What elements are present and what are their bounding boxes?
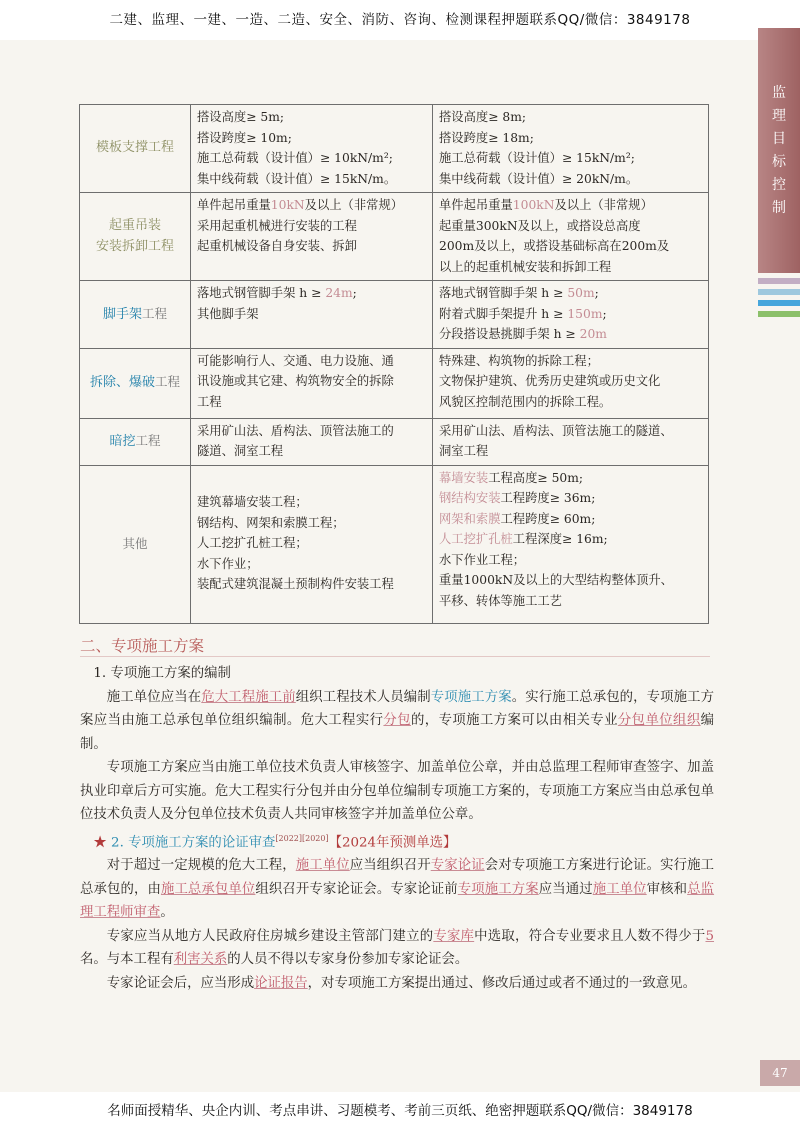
expert-threshold-cell: [433, 465, 709, 623]
cell-line: 落地式钢管脚手架 h ≥ 24m;: [197, 286, 357, 300]
stripe: [758, 311, 800, 317]
expert-threshold-cell: [433, 105, 709, 193]
cell-line: 搭设高度≥ 8m;: [439, 110, 527, 124]
cell-line: 采用起重机械进行安装的工程: [197, 218, 357, 233]
subsection-heading: ★ 2. 专项施工方案的论证审查[2022][2020]【2024年预测单选】: [93, 833, 457, 850]
paragraph: 专家应当从地方人民政府住房城乡建设主管部门建立的专家库中选取，符合专业要求且人数不得少于5名。与本工程有利害关系的人员不得以专家身份参加专家论证会。: [80, 928, 715, 968]
category-cell: 拆除、爆破工程: [80, 348, 191, 418]
cell-line: 水下作业；: [197, 556, 259, 571]
cell-line: 洞室工程: [439, 444, 489, 458]
stripe: [758, 289, 800, 295]
cell-line: 装配式建筑混凝土预制构件安装工程: [197, 577, 394, 592]
cell-line: 文物保护建筑、优秀历史建筑或历史文化: [439, 374, 661, 388]
paragraph: 专家论证会后，应当形成论证报告，对专项施工方案提出通过、修改后通过或者不通过的一致意见。: [106, 975, 696, 991]
cell-line: 建筑幕墙安装工程；: [197, 495, 308, 510]
footer-banner: 名师面授精华、央企内训、考点串讲、习题模考、考前三页纸、绝密押题联系QQ/微信：3849178: [0, 1092, 800, 1131]
star-icon: ★: [93, 834, 107, 850]
cell-line: 可能影响行人、交通、电力设施、通: [197, 353, 394, 368]
cell-line: 集中线荷载（设计值）≥ 15kN/m。: [197, 171, 397, 186]
header-banner: 二建、监理、一建、一造、二造、安全、消防、咨询、检测课程押题联系QQ/微信：3849178: [0, 0, 800, 40]
threshold-cell: [191, 105, 433, 193]
cell-line: 施工总荷载（设计值）≥ 10kN/m²;: [197, 151, 393, 165]
table-row: [80, 105, 709, 193]
table-row: [80, 418, 709, 465]
section-body: [80, 662, 714, 995]
cell-line: 人工挖扩孔桩工程；: [197, 536, 308, 551]
stripe: [758, 300, 800, 306]
cell-line: 搭设跨度≥ 10m;: [197, 130, 292, 145]
cell-line: 单件起吊重量10kN及以上（非常规）: [197, 198, 404, 212]
stripe: [758, 278, 800, 284]
side-tab-char: 监: [772, 85, 786, 101]
category-cell: 其他: [80, 465, 191, 623]
cell-line: 以上的起重机械安装和拆卸工程: [439, 259, 612, 274]
cell-line: 起重机械设备自身安装、拆卸: [197, 239, 357, 253]
cell-line: 起重吊装: [108, 218, 161, 233]
paragraph: 施工单位应当在危大工程施工前组织工程技术人员编制专项施工方案。实行施工总承包的，专项施工方案应当由施工总承包单位组织编制。危大工程实行分包的，专项施工方案可以由相关专业分包单位组织编制。: [80, 689, 715, 752]
table-row: [80, 348, 709, 418]
section-title: 二、专项施工方案: [80, 637, 205, 655]
table-row: [80, 193, 709, 281]
cell-line: 分段搭设悬挑脚手架 h ≥ 20m: [439, 327, 607, 341]
expert-threshold-cell: [433, 281, 709, 349]
cell-line: 平移、转体等施工工艺: [439, 593, 562, 608]
paragraph: 专项施工方案应当由施工单位技术负责人审核签字、加盖单位公章，并由总监理工程师审查签字、加盖执业印章后方可实施。危大工程实行分包并由分包单位编制专项施工方案的，专项施工方案应当由总承包单位技术负责人及分包单位技术负责人共同审核签字并加盖单位公章。: [80, 760, 714, 822]
cell-line: 采用矿山法、盾构法、顶管法施工的: [197, 423, 394, 438]
page-number: 47: [760, 1060, 800, 1086]
cell-line: 讯设施或其它建、构筑物安全的拆除: [197, 374, 394, 388]
expert-threshold-cell: [433, 348, 709, 418]
side-color-stripes: [758, 278, 800, 322]
threshold-cell: [191, 465, 433, 623]
side-tab-char: 标: [772, 154, 786, 170]
threshold-cell: [191, 348, 433, 418]
expert-threshold-cell: [433, 193, 709, 281]
cell-line: 采用矿山法、盾构法、顶管法施工的隧道、: [439, 423, 673, 438]
cell-line: 水下作业工程；: [439, 552, 526, 567]
threshold-cell: [191, 418, 433, 465]
cell-line: 网架和索膜工程跨度≥ 60m;: [439, 511, 596, 526]
cell-line: 安装拆卸工程: [95, 238, 174, 254]
category-cell: 模板支撑工程: [80, 105, 191, 193]
cell-line: 施工总荷载（设计值）≥ 15kN/m²;: [439, 151, 635, 165]
table-row: [80, 465, 709, 623]
paragraph: 对于超过一定规模的危大工程，施工单位应当组织召开专家论证会对专项施工方案进行论证。实行施工总承包的，由施工总承包单位组织召开专家论证会。专家论证前专项施工方案应当通过施工单位审核和总监理工程师审查。: [80, 858, 715, 921]
cell-line: 重量1000kN及以上的大型结构整体顶升、: [439, 573, 673, 587]
cell-line: 单件起吊重量100kN及以上（非常规）: [439, 198, 653, 212]
cell-line: 200m及以上，或搭设基础标高在200m及: [439, 239, 670, 253]
side-tab-char: 目: [772, 131, 786, 147]
cell-line: 风貌区控制范围内的拆除工程。: [439, 394, 612, 409]
hazard-project-table: [79, 104, 709, 624]
cell-line: 落地式钢管脚手架 h ≥ 50m;: [439, 286, 599, 300]
threshold-cell: [191, 193, 433, 281]
cell-line: 搭设跨度≥ 18m;: [439, 130, 534, 145]
side-tab-char: 理: [772, 108, 786, 124]
subsection-heading: 1. 专项施工方案的编制: [93, 666, 231, 681]
cell-line: 人工挖扩孔桩工程深度≥ 16m;: [439, 532, 608, 546]
cell-line: 钢结构安装工程跨度≥ 36m;: [439, 491, 596, 505]
cell-line: 附着式脚手架提升 h ≥ 150m;: [439, 306, 607, 321]
threshold-cell: [191, 281, 433, 349]
cell-line: 隧道、洞室工程: [197, 444, 284, 458]
cell-line: 钢结构、网架和索膜工程；: [197, 515, 345, 530]
category-cell: 暗挖工程: [80, 418, 191, 465]
cell-line: 工程: [197, 394, 222, 409]
category-cell: [80, 193, 191, 281]
category-cell: 脚手架工程: [80, 281, 191, 349]
expert-threshold-cell: [433, 418, 709, 465]
section-divider: [80, 656, 710, 657]
side-tab-char: 制: [772, 200, 786, 216]
cell-line: 幕墙安装工程高度≥ 50m;: [439, 470, 584, 485]
cell-line: 集中线荷载（设计值）≥ 20kN/m。: [439, 171, 639, 186]
cell-line: 其他脚手架: [197, 306, 259, 321]
cell-line: 搭设高度≥ 5m;: [197, 110, 285, 124]
table-row: [80, 281, 709, 349]
cell-line: 起重量300kN及以上，或搭设总高度: [439, 218, 641, 233]
chapter-side-tab[interactable]: [758, 28, 800, 273]
cell-line: 特殊建、构筑物的拆除工程；: [439, 353, 599, 368]
side-tab-char: 控: [772, 177, 786, 193]
